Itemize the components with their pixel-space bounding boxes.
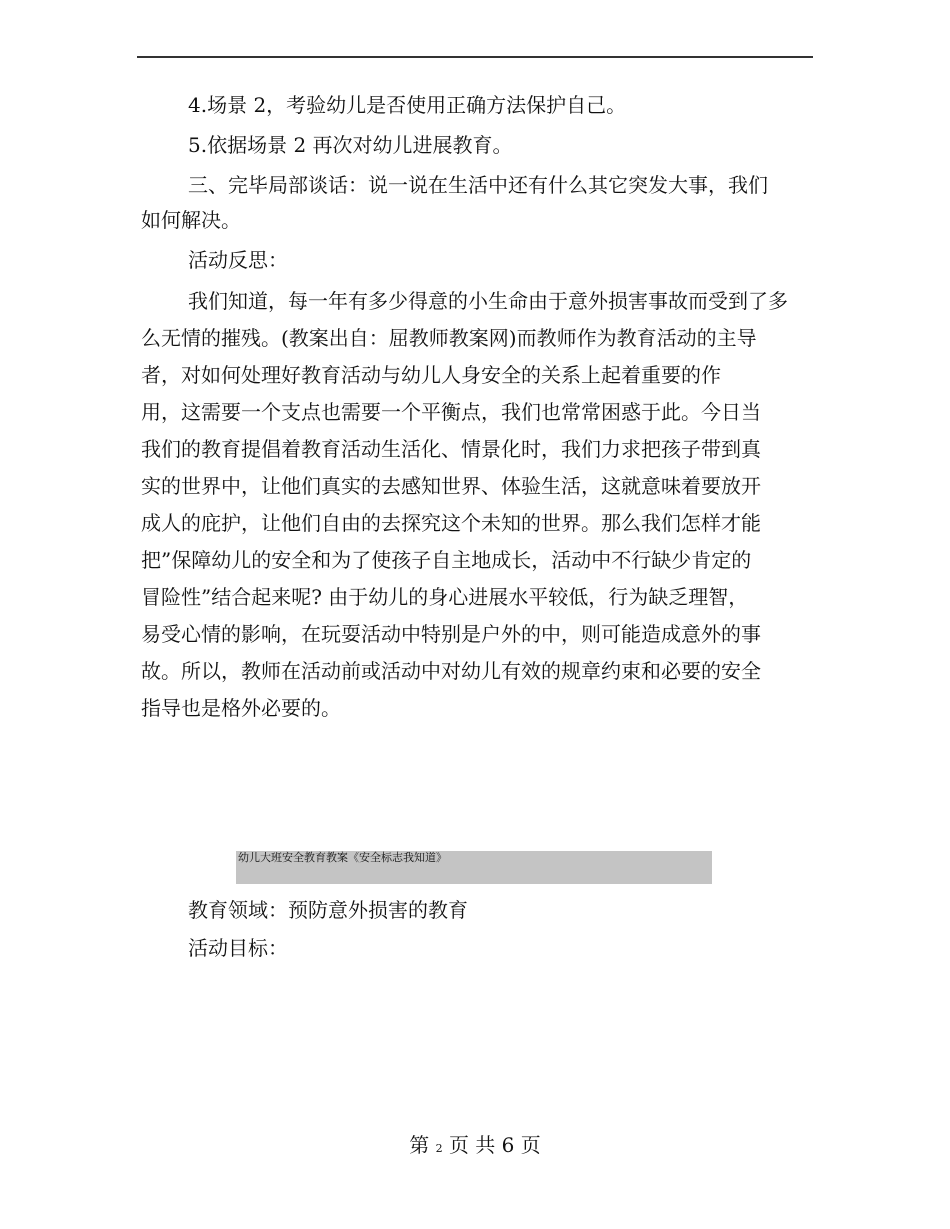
- step-4: 4.场景 2，考验幼儿是否使用正确方法保护自己。: [188, 93, 627, 117]
- reflection-line: 者，对如何处理好教育活动与幼儿人身安全的关系上起着重要的作: [141, 363, 721, 387]
- reflection-line: 易受心情的影响，在玩耍活动中特别是户外的中，则可能造成意外的事: [141, 622, 761, 646]
- reflection-line: 故。所以，教师在活动前或活动中对幼儿有效的规章约束和必要的安全: [141, 659, 761, 683]
- goals-title: 活动目标：: [188, 936, 288, 960]
- reflection-line: 冒险性”结合起来呢? 由于幼儿的身心进展水平较低，行为缺乏理智，: [141, 585, 749, 609]
- page-number: 2: [435, 1142, 443, 1155]
- reflection-line: 指导也是格外必要的。: [141, 696, 341, 720]
- step-5: 5.依据场景 2 再次对幼儿进展教育。: [188, 133, 513, 157]
- reflection-line: 实的世界中，让他们真实的去感知世界、体验生活，这就意味着要放开: [141, 474, 761, 498]
- banner-title: 幼儿大班安全教育教案《安全标志我知道》: [238, 851, 447, 864]
- header-rule: [137, 56, 813, 58]
- section-3-line-2: 如何解决。: [141, 208, 241, 232]
- reflection-title: 活动反思：: [188, 248, 288, 272]
- reflection-line: 我们的教育提倡着教育活动生活化、情景化时，我们力求把孩子带到真: [141, 437, 761, 461]
- section-3-line-1: 三、完毕局部谈话：说一说在生活中还有什么其它突发大事，我们: [188, 173, 768, 197]
- page-footer: [0, 1130, 950, 1164]
- reflection-line: 把”保障幼儿的安全和为了使孩子自主地成长，活动中不行缺少肯定的: [141, 548, 752, 572]
- footer-total: 页 共 6 页: [448, 1133, 541, 1157]
- footer-prefix: 第: [409, 1133, 430, 1157]
- reflection-line: 么无情的摧残。(教案出自：屈教师教案网)而教师作为教育活动的主导: [141, 326, 757, 350]
- reflection-line: 我们知道，每一年有多少得意的小生命由于意外损害事故而受到了多: [188, 289, 788, 313]
- reflection-line: 用，这需要一个支点也需要一个平衡点，我们也常常困惑于此。今日当: [141, 400, 761, 424]
- education-domain: 教育领域：预防意外损害的教育: [188, 898, 468, 922]
- lesson-title-banner: [236, 851, 712, 884]
- reflection-line: 成人的庇护，让他们自由的去探究这个未知的世界。那么我们怎样才能: [141, 511, 761, 535]
